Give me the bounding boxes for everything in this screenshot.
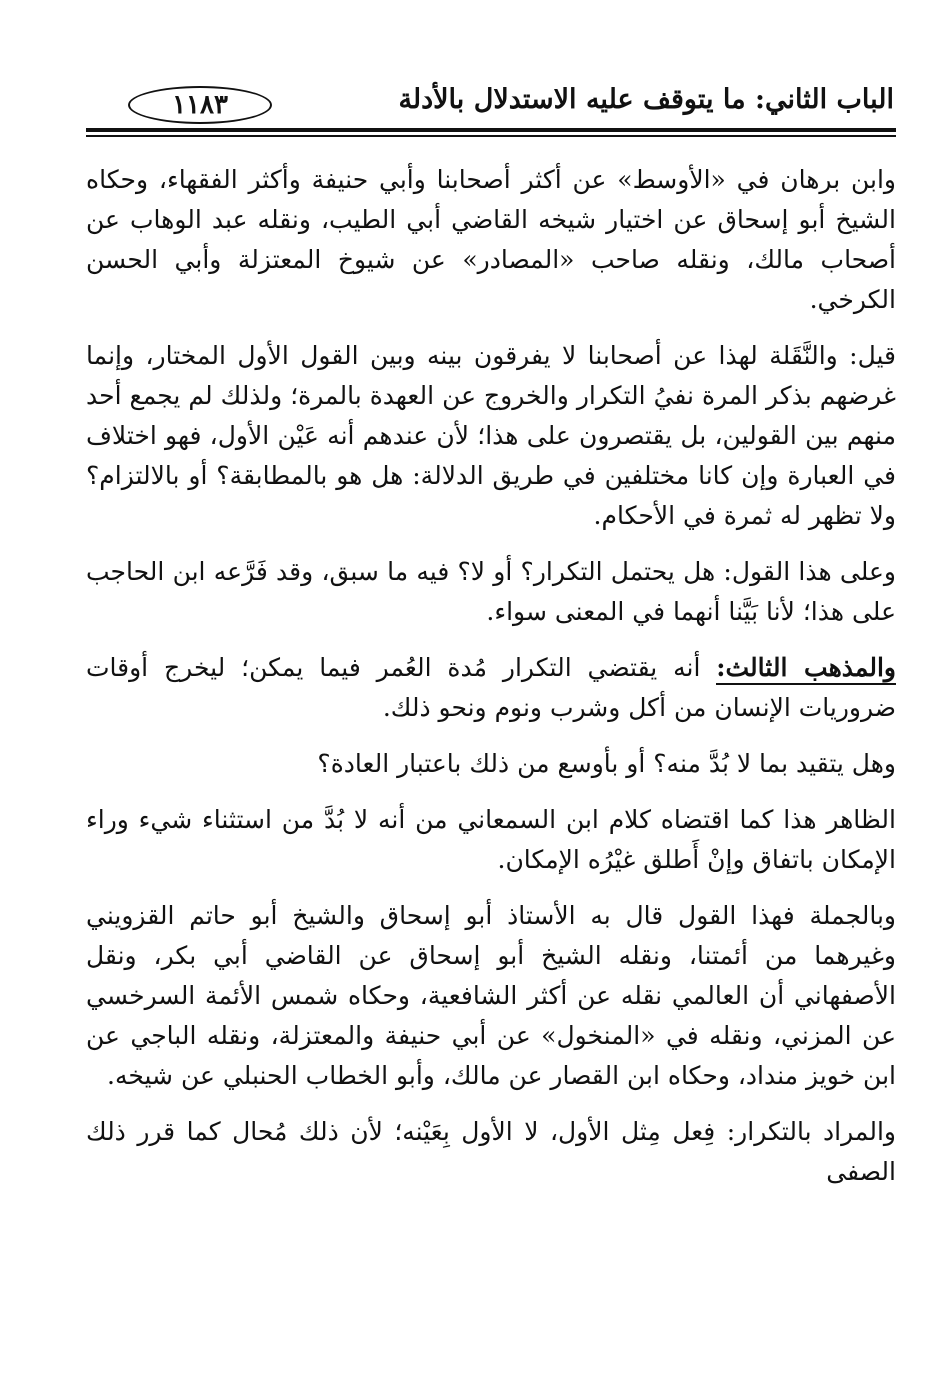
chapter-title: الباب الثاني: ما يتوقف عليه الاستدلال بالأدلة bbox=[398, 84, 894, 115]
page-number: ١١٨٣ bbox=[128, 86, 272, 124]
header-rule-thick bbox=[86, 128, 896, 132]
paragraph-text: أنه يقتضي التكرار مُدة العُمر فيما يمكن؛ ليخرج أوقات ضروريات الإنسان من أكل وشرب ونوم ونحو ذلك. bbox=[86, 653, 896, 722]
paragraph-text: وهل يتقيد بما لا بُدَّ منه؟ أو بأوسع من ذلك باعتبار العادة؟ bbox=[317, 749, 896, 778]
running-header bbox=[88, 80, 894, 126]
page-body bbox=[86, 160, 896, 1208]
paragraph-text: والمراد بالتكرار: فِعل مِثل الأول، لا الأول بِعَيْنه؛ لأن ذلك مُحال كما قرر ذلك الصفى bbox=[86, 1117, 896, 1186]
section-lead: والمذهب الثالث: bbox=[716, 653, 896, 685]
paragraph-2 bbox=[86, 336, 896, 536]
paragraph-text: الظاهر هذا كما اقتضاه كلام ابن السمعاني من أنه لا بُدَّ من استثناء شيء وراء الإمكان باتفاق وإنْ أَطلق غيْرُه الإمكان. bbox=[86, 805, 896, 874]
paragraph-text: وابن برهان في «الأوسط» عن أكثر أصحابنا وأبي حنيفة وأكثر الفقهاء، وحكاه الشيخ أبو إسحاق عن اختيار شيخه القاضي أبي الطيب، ونقله عبد الوهاب عن أصحاب مالك، ونقله صاحب «المصادر» عن شيوخ المعتزلة وأبي الحسن الكرخي. bbox=[86, 165, 896, 314]
paragraph-1 bbox=[86, 160, 896, 320]
paragraph-3 bbox=[86, 552, 896, 632]
paragraph-text: وعلى هذا القول: هل يحتمل التكرار؟ أو لا؟ فيه ما سبق، وقد فَرَّعه ابن الحاجب على هذا؛ لأنا بَيَّنا أنهما في المعنى سواء. bbox=[86, 557, 896, 626]
paragraph-6 bbox=[86, 800, 896, 880]
paragraph-text: وبالجملة فهذا القول قال به الأستاذ أبو إسحاق والشيخ أبو حاتم القزويني وغيرهما من أئمتنا، ونقله الشيخ أبو إسحاق عن القاضي أبي بكر، ونقل الأصفهاني أن العالمي نقله عن أكثر الشافعية، وحكاه شمس الأئمة السرخسي عن المزني، ونقله في «المنخول» عن أبي حنيفة والمعتزلة، ونقله الباجي عن ابن خويز منداد، وحكاه ابن القصار عن مالك، وأبو الخطاب الحنبلي عن شيخه. bbox=[86, 901, 896, 1090]
paragraph-4 bbox=[86, 648, 896, 728]
paragraph-8 bbox=[86, 1112, 896, 1192]
paragraph-7 bbox=[86, 896, 896, 1096]
paragraph-5 bbox=[86, 744, 896, 784]
paragraph-text: قيل: والنَّقَلة لهذا عن أصحابنا لا يفرقون بينه وبين القول الأول المختار، وإنما غرضهم بذكر المرة نفيُ التكرار والخروج عن العهدة بالمرة؛ ولذلك لم يجمع أحد منهم بين القولين، بل يقتصرون على هذا؛ لأن عندهم أنه عَيْن الأول، فهو اختلاف في العبارة وإن كانا مختلفين في طريق الدلالة: هل هو بالمطابقة؟ أو بالالتزام؟ ولا تظهر له ثمرة في الأحكام. bbox=[86, 341, 896, 530]
header-rule-thin bbox=[86, 135, 896, 137]
